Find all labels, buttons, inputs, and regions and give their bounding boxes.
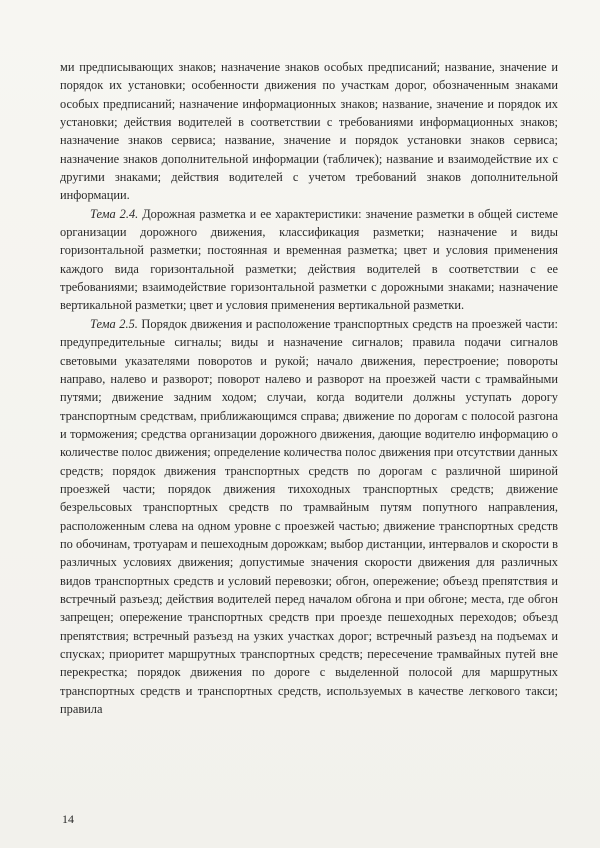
paragraph-text: Порядок движения и расположение транспортных средств на проезжей части: предупредительные сигналы; виды и назначение сигналов; правила подачи сигналов световыми указателями поворотов и рукой; начало движения, перестроение; повороты направо, налево и разворот; поворот налево и разворот на проезжей части с трамвайными путями; движение задним ходом; случаи, когда водители должны уступать дорогу транспортным средствам, приближающимся справа; движение по дорогам с полосой разгона и торможения; средства организации дорожного движения, дающие водителю информацию о количестве полос движения; определение количества полос движения при отсутствии данных средств; порядок движения транспортных средств по дорогам с различной шириной проезжей части; порядок движения тихоходных транспортных средств; движение безрельсовых транспортных средств по трамвайным путям попутного направления, расположенным слева на одном уровне с проезжей частью; движение транспортных средств по обочинам, тротуарам и пешеходным дорожкам; выбор дистанции, интервалов и скорости в различных условиях движения; допустимые значения скорости движения для различных видов транспортных средств и условий перевозки; обгон, опережение; объезд препятствия и встречный разъезд; действия водителей перед началом обгона и при обгоне; места, где обгон запрещен; опережение транспортных средств при проезде пешеходных переходов; объезд препятствия; встречный разъезд на узких участках дорог; встречный разъезд на подъемах и спусках; приоритет маршрутных транспортных средств; пересечение трамвайных путей вне перекрестка; порядок движения по дороге с выделенной полосой для маршрутных транспортных средств и транспортных средств, используемых в качестве легкового такси; правила — [60, 316, 558, 717]
paragraph-theme-2-5 — [60, 315, 558, 719]
paragraph-theme-2-4 — [60, 205, 558, 315]
body-text — [60, 58, 558, 718]
paragraph-signs-continued — [60, 58, 558, 205]
paragraph-text: Дорожная разметка и ее характеристики: значение разметки в общей системе организации дорожного движения, классификация разметки; назначение и виды горизонтальной разметки; постоянная и временная разметка; цвет и условия применения каждого вида горизонтальной разметки; действия водителей в соответствии с ее требованиями; взаимодействие горизонтальной разметки с дорожными знаками; назначение вертикальной разметки; цвет и условия применения вертикальной разметки. — [60, 206, 559, 313]
paragraph-text: ми предписывающих знаков; назначение знаков особых предписаний; название, значение и порядок их установки; особенности движения по участкам дорог, обозначенным знаками особых предписаний; назначение информационных знаков; название, значение и порядок их установки; действия водителей в соответствии с требованиями информационных знаков; назначение знаков сервиса; название, значение и порядок установки знаков сервиса; назначение знаков дополнительной информации (табличек); название и взаимодействие их с другими знаками; действия водителей с учетом требований знаков дополнительной информации. — [60, 60, 558, 203]
page-number: 14 — [62, 812, 74, 826]
theme-heading: Тема 2.4. — [90, 206, 139, 221]
theme-heading: Тема 2.5. — [90, 316, 138, 331]
